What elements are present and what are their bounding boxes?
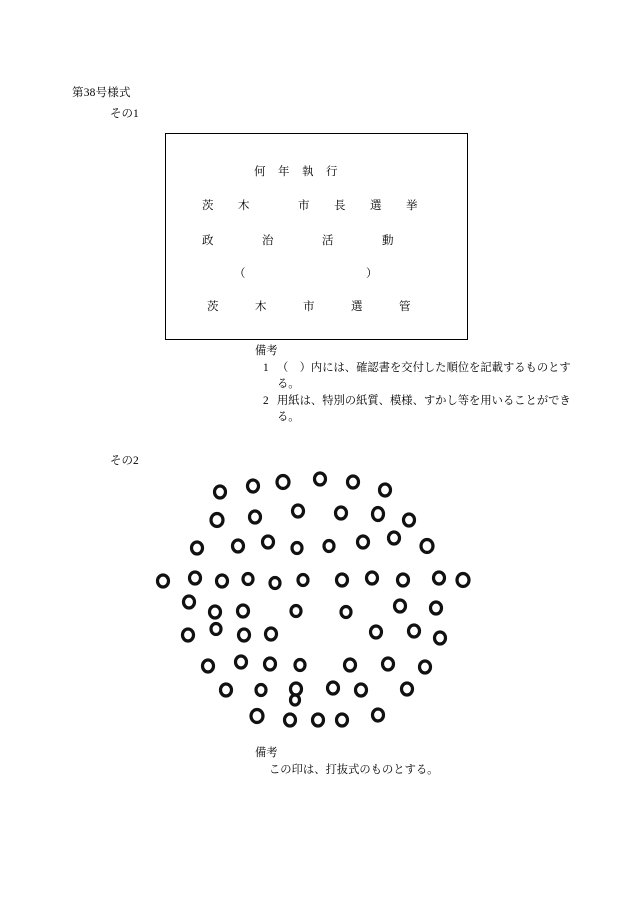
note-text: この印は、打抜式のものとする。 (269, 764, 439, 777)
punch-holes-svg (150, 468, 490, 738)
notes-title-2: 備考 (255, 747, 278, 759)
certificate-line-activity: 政 治 活 動 (202, 235, 394, 247)
note-text: （ ）内には、確認書を交付した順位を記載するものとする。 (277, 362, 571, 391)
certificate-line-commission: 茨 木 市 選 管 (207, 301, 411, 313)
section-1-notes (255, 343, 585, 425)
notes-title-1: 備考 (255, 345, 278, 357)
note-number: 2 (263, 395, 269, 408)
certificate-line-election: 茨 木 市 長 選 挙 (202, 200, 418, 212)
section-2-label: その2 (110, 455, 139, 467)
note-text: 用紙は、特別の紙質、模様、すかし等を用いることができる。 (277, 395, 571, 424)
section-1-label: その1 (110, 108, 139, 120)
certificate-line-parenthesis: （ ） (234, 268, 378, 280)
certificate-line-year: 何 年 執 行 (254, 166, 338, 178)
note-item (255, 393, 585, 425)
note-item (255, 360, 585, 392)
form-number: 第38号様式 (72, 87, 131, 99)
certificate-box (165, 133, 468, 340)
punch-mark-pattern (150, 468, 490, 738)
section-2-notes (255, 745, 585, 778)
note-number: 1 (263, 362, 269, 375)
